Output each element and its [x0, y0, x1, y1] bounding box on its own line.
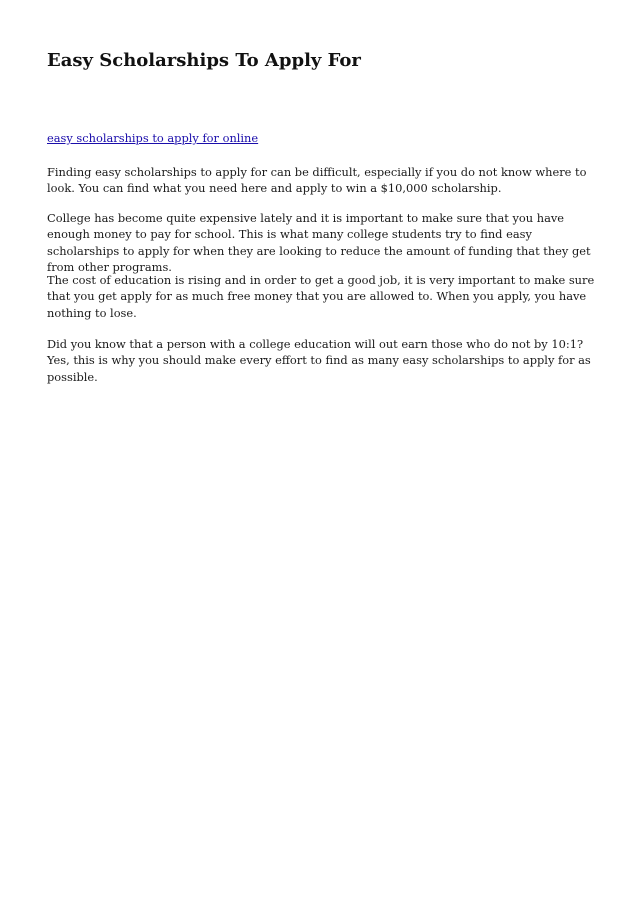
paragraph-3: The cost of education is rising and in order to get a good job, it is very important to make sure that you get apply for as much free money that you are allowed to. When you apply, you have nothing to lose.: [47, 273, 595, 320]
page-title: Easy Scholarships To Apply For: [47, 50, 361, 71]
paragraph-1: Finding easy scholarships to apply for can be difficult, especially if you do not know where to look. You can find what you need here and apply to win a $10,000 scholarship.: [47, 165, 587, 196]
paragraph-4: Did you know that a person with a college education will out earn those who do not by 10:1? Yes, this is why you should make every effort to find as many easy scholarships to apply for as possible.: [47, 337, 591, 384]
scholarships-link[interactable]: easy scholarships to apply for online: [47, 131, 259, 145]
paragraph-2: College has become quite expensive lately and it is important to make sure that you have enough money to pay for school. This is what many college students try to find easy scholarships to apply for when they are looking to reduce the amount of funding that they get from other programs.: [47, 211, 591, 275]
